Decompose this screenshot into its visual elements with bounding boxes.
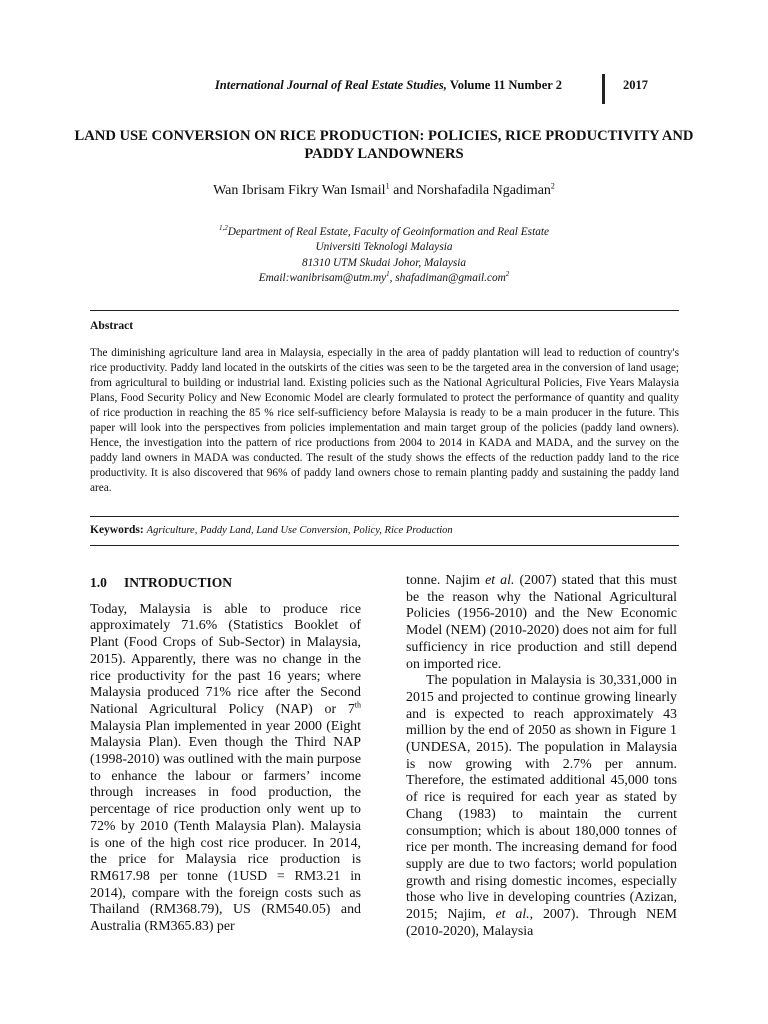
author-connector: and xyxy=(389,183,417,198)
intro-cont-text-a: tonne. Najim xyxy=(406,573,486,588)
keywords-line xyxy=(90,524,690,536)
affil-university: Universiti Teknologi Malaysia xyxy=(315,241,453,254)
journal-volume: Volume 11 Number 2 xyxy=(446,78,562,92)
keywords-label: Keywords: xyxy=(90,524,144,536)
intro-p1-text-b: Malaysia Plan implemented in year 2000 (Eight Malaysia Plan). Even though the Third NAP (1998-2010) was outlined with the main purpose to enhance the labour or farmers’ income through increases in food production, the percentage of rice production only went up to 72% by 2010 (Tenth Malaysia Plan). Malaysia is one of the high cost rice producer. In 2014, the price for Malaysia rice production is RM617.98 per tonne (1USD = RM3.21 in 2014), compare with the foreign costs such as Thailand (RM368.79), US (RM540.05) and Australia (RM365.83) per xyxy=(90,718,361,935)
intro-p2-text-a: The population in Malaysia is 30,331,000 in 2015 and projected to continue growing linearly and is expected to reach approximately 43 million by the end of 2050 as shown in Figure 1 (UNDESA, 2015). The population in Malaysia is now growing with 2.7% per annum. Therefore, the estimated additional 45,000 tons of rice is required for each year as stated by Chang (1983) to maintain the current consumption; which is about 180,000 tonnes of rice per month. The increasing demand for food supply are due to two factors; world population growth and rising domestic incomes, especially those who live in developing countries (Azizan, 2015; Najim, xyxy=(406,673,677,923)
intro-paragraph-2 xyxy=(406,673,677,940)
section-title: INTRODUCTION xyxy=(124,575,233,590)
author-2-affil: 2 xyxy=(550,181,555,191)
affiliation-block xyxy=(0,225,768,286)
journal-name: International Journal of Real Estate Studies, xyxy=(214,78,447,92)
paper-title: LAND USE CONVERSION ON RICE PRODUCTION: POLICIES, RICE PRODUCTIVITY AND PADDY LANDOWNERS xyxy=(74,128,694,162)
running-header xyxy=(0,74,768,108)
intro-paragraph-1-cont xyxy=(406,573,677,673)
affil-email-1: Email:wanibrisam@utm.my xyxy=(258,271,387,284)
email-2-marker: 2 xyxy=(505,270,510,279)
right-column xyxy=(406,573,677,940)
keywords-top-rule xyxy=(90,516,679,517)
affil-address: 81310 UTM Skudai Johor, Malaysia xyxy=(301,256,467,269)
intro-paragraph-1 xyxy=(90,602,361,936)
affil-department: Department of Real Estate, Faculty of Geoinformation and Real Estate xyxy=(227,226,550,238)
keywords-bottom-rule xyxy=(90,545,679,546)
author-1-affil: 1 xyxy=(385,181,390,191)
etal-citation: et al. xyxy=(485,573,515,588)
abstract-heading: Abstract xyxy=(90,319,134,332)
intro-p2-text-b: , 2007). Through NEM (2010-2020), Malaysia xyxy=(406,907,677,939)
intro-cont-text-b: (2007) stated that this must be the reason why the National Agricultural Policies (1956-2010) and the New Economic Model (NEM) (2010-2020) does not aim for full sufficiency in rice production and still depend on imported rice. xyxy=(406,573,677,672)
email-1-marker: 1 xyxy=(386,270,390,279)
author-1: Wan Ibrisam Fikry Wan Ismail xyxy=(213,183,386,198)
journal-year: 2017 xyxy=(623,78,648,92)
intro-p1-text-a: Today, Malaysia is able to produce rice approximately 71.6% (Statistics Booklet of Plant (Food Crops of Sub-Sector) in Malaysia, 2015). Apparently, there was no change in the rice productivity for the past 16 years; where Malaysia produced 71% rice after the Second National Agricultural Policy (NAP) or 7 xyxy=(90,601,361,717)
keywords-list: Agriculture, Paddy Land, Land Use Conversion, Policy, Rice Production xyxy=(146,525,453,536)
affil-marker: 1,2 xyxy=(218,224,228,233)
section-heading xyxy=(90,575,361,592)
left-column xyxy=(90,575,361,936)
ordinal-sup: th xyxy=(354,700,361,710)
journal-citation xyxy=(215,78,562,93)
affil-email-line xyxy=(0,271,768,286)
author-list xyxy=(0,183,768,199)
header-divider xyxy=(602,74,605,104)
etal-citation-2: et al. xyxy=(495,907,530,923)
abstract-top-rule xyxy=(90,310,679,311)
author-2: Norshafadila Ngadiman xyxy=(416,183,551,198)
section-number: 1.0 xyxy=(90,575,107,590)
abstract-body: The diminishing agriculture land area in Malaysia, especially in the area of paddy plantation will lead to reduction of country's rice productivity. Paddy land located in the outskirts of the cities was seen to be the targeted area in the conversion of land usage; from agricultural to building or industrial land. Existing policies such as the National Agricultural Policies, Five Years Malaysia Plans, Food Security Policy and New Economic Model are clearly formulated to protect the performance of quantity and quality of rice production in reaching the 85 % rice self-sufficiency before Malaysia is ready to be a main producer in the future. This paper will look into the perspectives from policies implementation and main target group of the policies (paddy land owners). Hence, the investigation into the pattern of rice productions from 2004 to 2014 in KADA and MADA, and the survey on the paddy land owners in MADA was conducted. The result of the study shows the effects of the reduction paddy land to the rice productivity. It is also discovered that 96% of paddy land owners chose to remain planting paddy and sustaining the paddy land area. xyxy=(90,347,679,495)
affil-email-2: , shafadiman@gmail.com xyxy=(389,271,506,284)
